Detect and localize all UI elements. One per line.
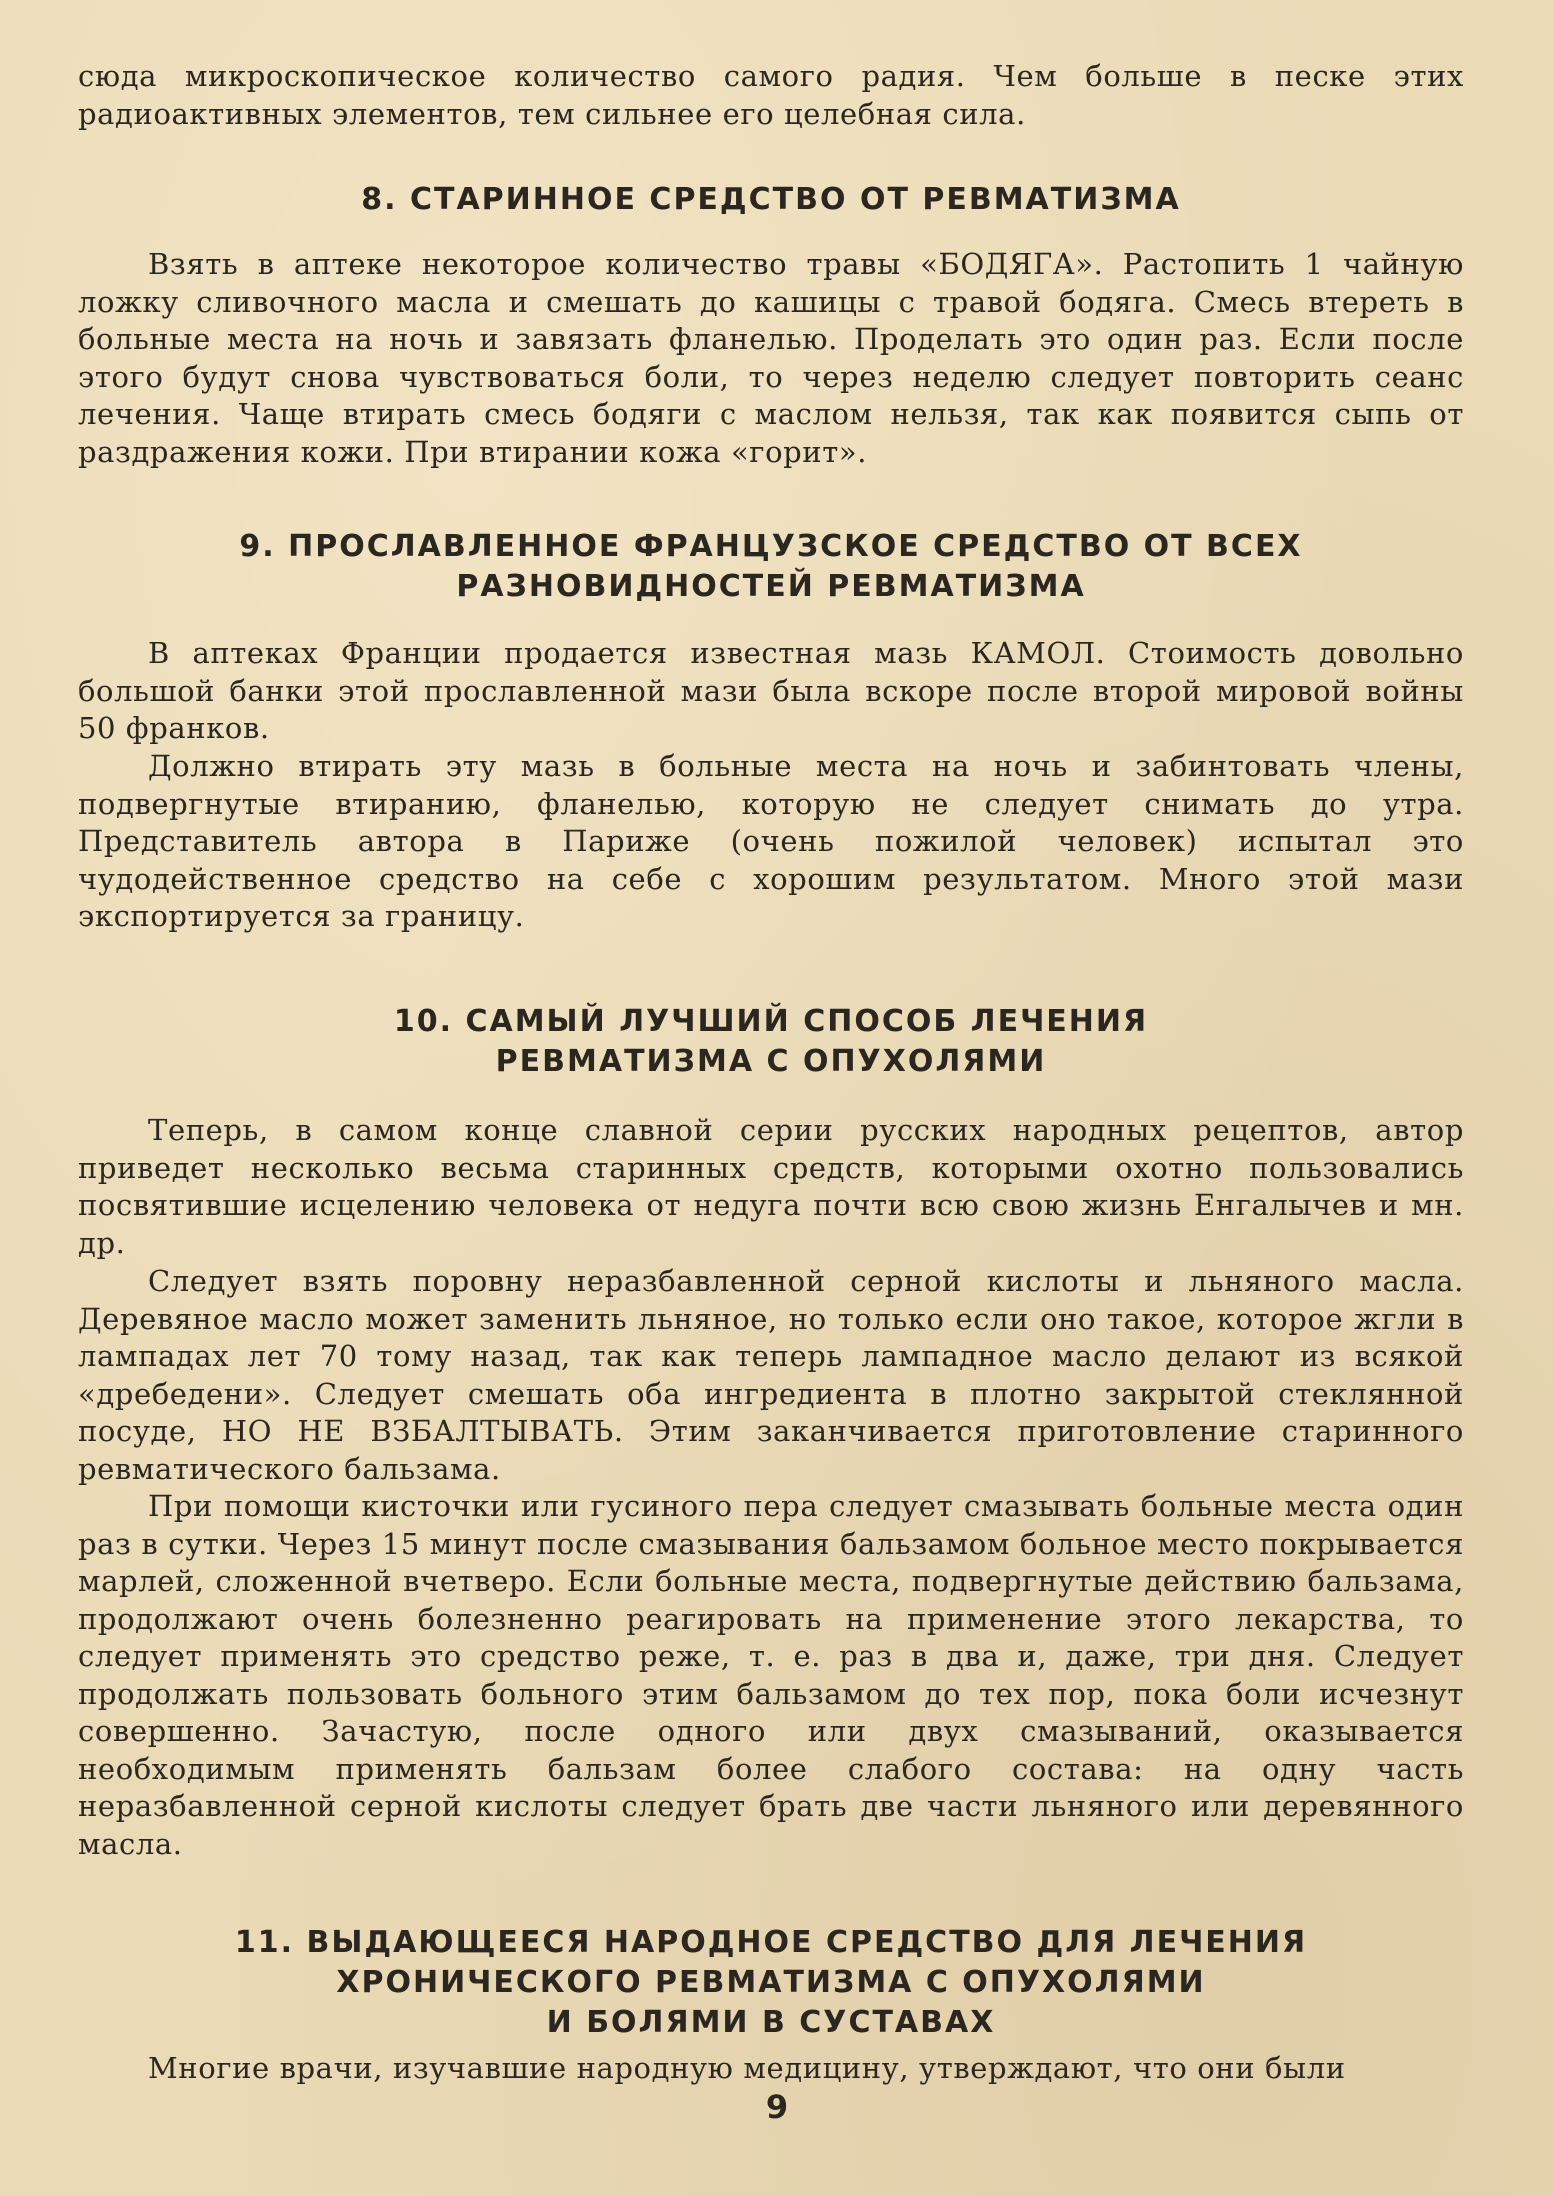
section-8-paragraph: Взять в аптеке некоторое количество травы «БОДЯГА». Растопить 1 чайную ложку сливочного масла и смешать до кашицы с травой бодяга. Смесь втереть в больные места на ночь и завязать фланелью. Проделать это один раз. Если после этого будут снова чувствоваться боли, то через неделю следует повторить сеанс лечения. Чаще втирать смесь бодяги с маслом нельзя, так как появится сыпь от раздражения кожи. При втирании кожа «горит». [78,247,1464,469]
section-9-heading-line: 9. ПРОСЛАВЛЕННОЕ ФРАНЦУЗСКОЕ СРЕДСТВО ОТ ВСЕХ [239,529,1303,564]
section-10-heading [78,1002,1464,1082]
section-9-heading [78,527,1464,607]
section-11-heading-line: ХРОНИЧЕСКОГО РЕВМАТИЗМА С ОПУХОЛЯМИ [336,1965,1206,2000]
page-number: 9 [765,2088,789,2126]
section-9-heading-line: РАЗНОВИДНОСТЕЙ РЕВМАТИЗМА [456,569,1086,604]
section-9-paragraph: В аптеках Франции продается известная мазь КАМОЛ. Стоимость довольно большой банки этой прославленной мази была вскоре после второй мировой войны 50 франков. [78,636,1464,745]
section-11-heading-line: 11. ВЫДАЮЩЕЕСЯ НАРОДНОЕ СРЕДСТВО ДЛЯ ЛЕЧЕНИЯ [234,1925,1308,1960]
section-11-heading-line: И БОЛЯМИ В СУСТАВАХ [546,2005,996,2040]
section-11-paragraph: Многие врачи, изучавшие народную медицину, утверждают, что они были [148,2051,1346,2085]
section-10-paragraph: Следует взять поровну неразбавленной серной кислоты и льняного масла. Деревяное масло может заменить льняное, но только если оно такое, которое жгли в лампадах лет 70 тому назад, так как теперь лампадное масло делают из всякой «дребедени». Следует смешать оба ингредиента в плотно закрытой стеклянной посуде, НО НЕ ВЗБАЛТЫВАТЬ. Этим заканчивается приготовление старинного ревматического бальзама. [78,1264,1464,1486]
section-9-paragraph: Должно втирать эту мазь в больные места на ночь и забинтовать члены, подвергнутые втиранию, фланелью, которую не следует снимать до утра. Представитель автора в Париже (очень пожилой человек) испытал это чудодейственное средство на себе с хорошим результатом. Много этой мази экспортируется за границу. [78,749,1464,933]
section-11-heading [78,1923,1464,2043]
intro-paragraph: сюда микроскопическое количество самого радия. Чем больше в песке этих радиоактивных элементов, тем сильнее его целебная сила. [78,59,1464,131]
section-10-heading-line: 10. САМЫЙ ЛУЧШИЙ СПОСОБ ЛЕЧЕНИЯ [393,1004,1149,1039]
section-8-heading-line: 8. СТАРИННОЕ СРЕДСТВО ОТ РЕВМАТИЗМА [361,182,1181,217]
section-10-paragraph: При помощи кисточки или гусиного пера следует смазывать больные места один раз в сутки. Через 15 минут после смазывания бальзамом больное место покрывается марлей, сложенной вчетверо. Если больные места, подвергнутые действию бальзама, продолжают очень болезненно реагировать на применение этого лекарства, то следует применять это средство реже, т. е. раз в два и, даже, три дня. Следует продолжать пользовать больного этим бальзамом до тех пор, пока боли исчезнут совершенно. Зачастую, после одного или двух смазываний, оказывается необходимым применять бальзам более слабого состава: на одну часть неразбавленной серной кислоты следует брать две части льняного или деревянного масла. [78,1489,1464,1861]
section-10-heading-line: РЕВМАТИЗМА С ОПУХОЛЯМИ [495,1044,1047,1079]
section-8-heading [78,180,1464,220]
section-10-paragraph: Теперь, в самом конце славной серии русских народных рецептов, автор приведет несколько весьма старинных средств, которыми охотно пользовались посвятившие исцелению человека от недуга почти всю свою жизнь Енгалычев и мн. др. [78,1113,1464,1260]
